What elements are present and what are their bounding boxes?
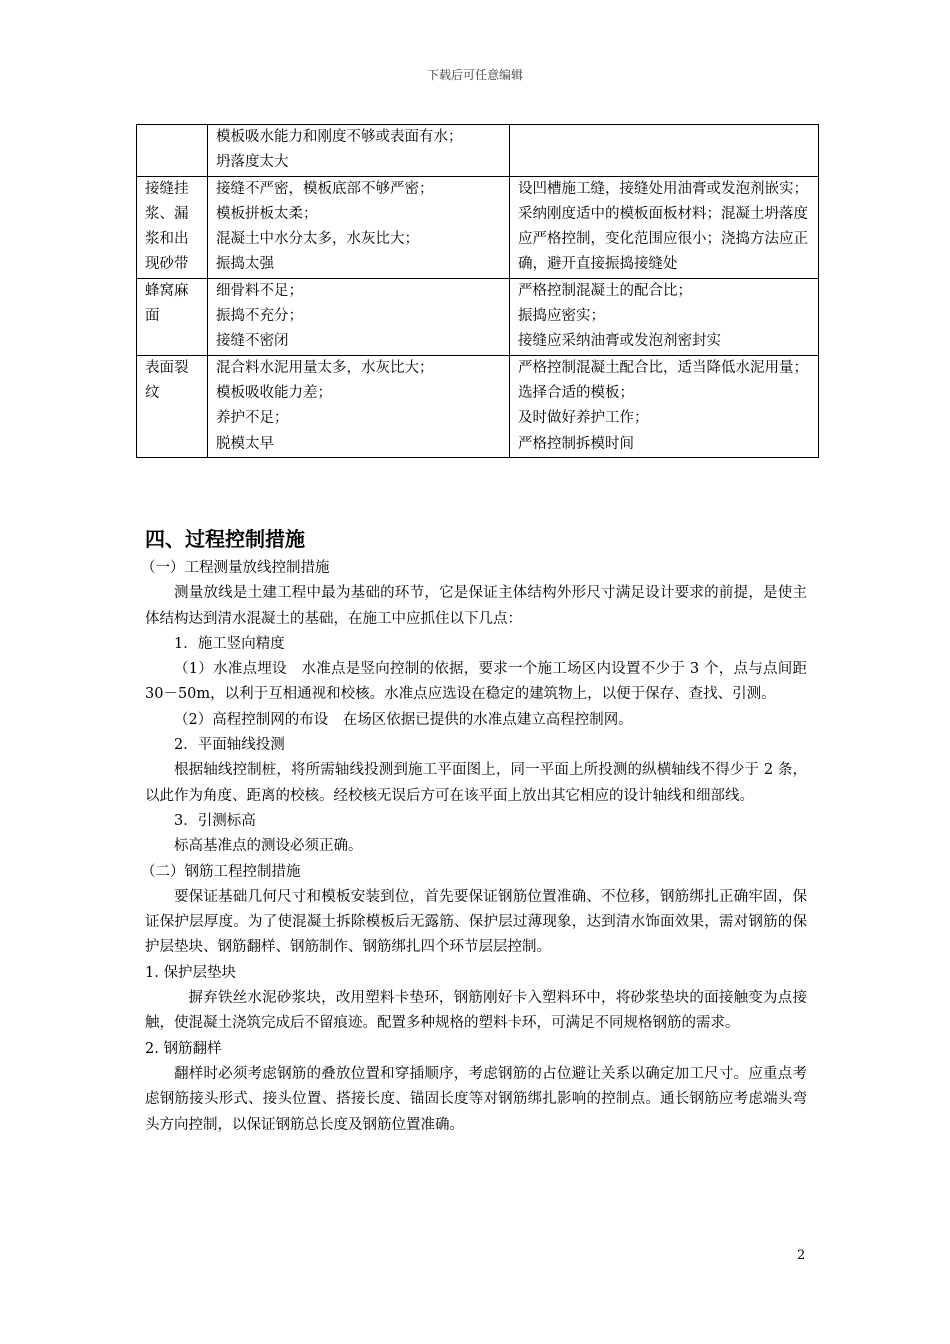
item-title: 2. 钢筋翻样: [145, 1040, 222, 1057]
defect-name: 表面裂纹: [137, 355, 208, 457]
table-row: [137, 278, 819, 355]
table-row: [137, 355, 819, 457]
measure-line: 接缝应采纳油膏或发泡剂密封实: [518, 333, 721, 350]
defect-name: 接缝挂浆、漏浆和出现砂带: [137, 176, 208, 278]
defect-name: 蜂窝麻面: [137, 278, 208, 355]
defects-table: [136, 124, 819, 458]
cause-line: 脱模太早: [216, 435, 274, 452]
defect-causes: [208, 176, 510, 278]
subsection-title: （二）钢筋工程控制措施: [141, 863, 301, 880]
paragraph: （1）水准点埋设 水准点是竖向控制的依据，要求一个施工场区内设置不少于 3 个，点与点间距 30－50m，以利于互相通视和校核。水准点应选设在稳定的建筑物上，以便于保存、查找、引测。: [145, 661, 807, 703]
defect-name: [137, 125, 208, 177]
paragraph: （2）高程控制网的布设 在场区依据已提供的水准点建立高程控制网。: [174, 711, 633, 728]
defect-measures: [510, 355, 819, 457]
table-row: [137, 125, 819, 177]
defect-measures: [510, 278, 819, 355]
defect-causes: [208, 278, 510, 355]
cause-line: 接缝不密闭: [216, 333, 289, 350]
paragraph: 摒弃铁丝水泥砂浆块，改用塑料卡垫环，钢筋刚好卡入塑料环中，将砂浆垫块的面接触变为点接触，使混凝土浇筑完成后不留痕迹。配置多种规格的塑料卡环，可满足不同规格钢筋的需求。: [145, 990, 807, 1032]
page-number: 2: [797, 1248, 806, 1263]
paragraph: 测量放线是土建工程中最为基础的环节，它是保证主体结构外形尺寸满足设计要求的前提，是使主体结构达到清水混凝土的基础，在施工中应抓住以下几点：: [145, 585, 807, 627]
cause-line: 细骨料不足；: [216, 282, 303, 299]
cause-line: 坍落度太大: [216, 154, 289, 171]
measure-line: 严格控制混凝土的配合比；: [518, 282, 692, 299]
document-body: [141, 522, 807, 1138]
paragraph: 根据轴线控制桩，将所需轴线投测到施工平面图上，同一平面上所投测的纵横轴线不得少于 2 条，以此作为角度、距离的校核。经校核无误后方可在该平面上放出其它相应的设计轴线和细部线。: [145, 762, 807, 804]
defect-causes: [208, 355, 510, 457]
cause-line: 混凝土中水分太多，水灰比大；: [216, 231, 419, 248]
measure-line: 设凹槽施工缝，接缝处用油膏或发泡剂嵌实；采纳刚度适中的模板面板材料；混凝土坍落度应严格控制，变化范围应很小；浇捣方法应正确，避开直接振捣接缝处: [518, 180, 808, 273]
item-title: 2．平面轴线投测: [174, 737, 285, 754]
measure-line: 及时做好养护工作；: [518, 410, 649, 427]
cause-line: 养护不足；: [216, 410, 289, 427]
item-title: 1. 保护层垫块: [145, 964, 236, 981]
cause-line: 振捣太强: [216, 256, 274, 273]
cause-line: 混合料水泥用量太多，水灰比大；: [216, 359, 434, 376]
cause-line: 模板吸收能力差；: [216, 384, 332, 401]
defect-measures: [510, 176, 819, 278]
cause-line: 模板拼板太柔；: [216, 205, 318, 222]
measure-line: 严格控制混凝土配合比，适当降低水泥用量；选择合适的模板；: [518, 359, 808, 401]
subsection-title: （一）工程测量放线控制措施: [141, 560, 330, 576]
defect-measures: [510, 125, 819, 177]
paragraph: 标高基准点的测设必须正确。: [174, 838, 363, 855]
table-row: [137, 176, 819, 278]
measure-line: 严格控制拆模时间: [518, 435, 634, 452]
paragraph: 要保证基础几何尺寸和模板安装到位，首先要保证钢筋位置准确、不位移，钢筋绑扎正确牢固，保证保护层厚度。为了使混凝土拆除模板后无露筋、保护层过薄现象，达到清水饰面效果，需对钢筋的保护层垫块、钢筋翻样、钢筋制作、钢筋绑扎四个环节层层控制。: [145, 888, 807, 956]
paragraph: 翻样时必须考虑钢筋的叠放位置和穿插顺序，考虑钢筋的占位避让关系以确定加工尺寸。应重点考虑钢筋接头形式、接头位置、搭接长度、锚固长度等对钢筋绑扎影响的控制点。通长钢筋应考虑端头弯头方向控制，以保证钢筋总长度及钢筋位置准确。: [145, 1065, 807, 1133]
cause-line: 模板吸水能力和刚度不够或表面有水；: [216, 129, 463, 145]
section-heading: 四、过程控制措施: [145, 527, 305, 551]
cause-line: 振捣不充分；: [216, 308, 303, 325]
item-title: 1．施工竖向精度: [174, 635, 285, 652]
measure-line: 振捣应密实；: [518, 308, 605, 325]
defect-causes: [208, 125, 510, 177]
item-title: 3．引测标高: [174, 812, 256, 829]
cause-line: 接缝不严密，模板底部不够严密；: [216, 180, 434, 197]
page-header: 下载后可任意编辑: [426, 68, 523, 82]
